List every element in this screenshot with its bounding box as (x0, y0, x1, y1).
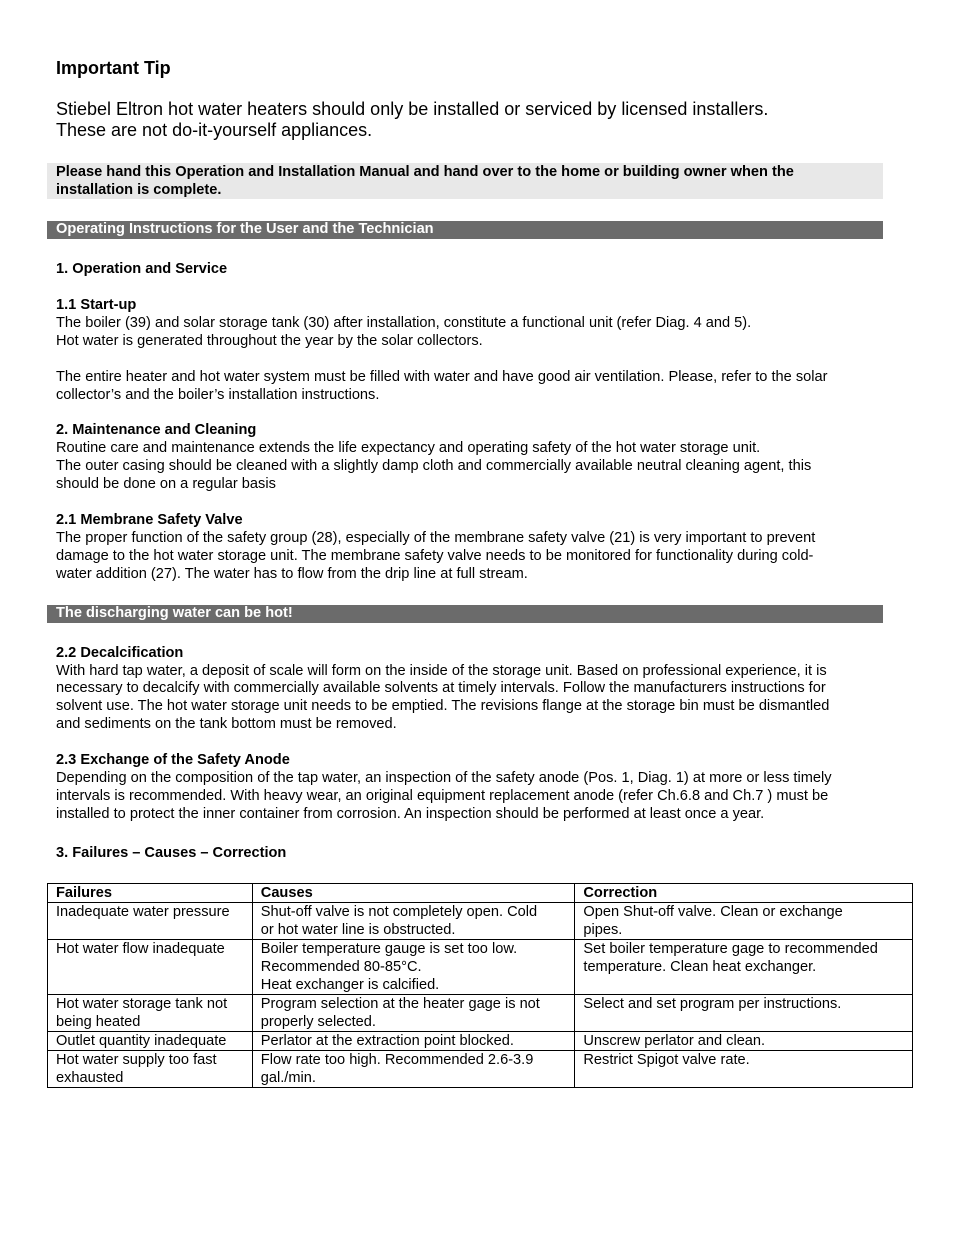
cause-cell (252, 903, 575, 940)
failure-cell (48, 903, 253, 940)
cell-text: being heated (56, 1014, 141, 1030)
cell-text: Inadequate water pressure (56, 904, 230, 920)
startup-paragraph-2-line2: collector’s and the boiler’s installation instructions. (56, 387, 380, 403)
cell-text: properly selected. (260, 1014, 376, 1030)
section-1-1-heading: 1.1 Start-up (56, 297, 137, 313)
cell-text: Hot water supply too fast (56, 1052, 217, 1068)
correction-cell (575, 1051, 913, 1088)
failures-table (47, 883, 913, 1088)
cell-text: Recommended 80-85°C. (260, 959, 422, 975)
cell-text: Hot water flow inadequate (56, 941, 225, 957)
section-2-3-heading: 2.3 Exchange of the Safety Anode (56, 752, 290, 768)
correction-cell (575, 903, 913, 940)
decalcification-line3: solvent use. The hot water storage unit needs to be emptied. The revisions flange at the storage bin must be dismantled (56, 698, 830, 714)
cell-text: Open Shut-off valve. Clean or exchange (583, 904, 843, 920)
cell-text: Restrict Spigot valve rate. (583, 1052, 750, 1068)
header-correction: Correction (575, 884, 913, 903)
section-3-heading: 3. Failures – Causes – Correction (56, 845, 287, 861)
handover-note-box (47, 163, 883, 199)
table-row (48, 903, 913, 940)
important-tip-line1: Stiebel Eltron hot water heaters should only be installed or serviced by licensed installers. (56, 99, 769, 119)
cell-text: Program selection at the heater gage is not (260, 996, 540, 1012)
anode-line2: intervals is recommended. With heavy wear, an original equipment replacement anode (refer Ch.6.8 and Ch.7 ) must be (56, 788, 829, 804)
cell-text: Outlet quantity inadequate (56, 1033, 227, 1049)
cell-text: Shut-off valve is not completely open. Cold (260, 904, 538, 920)
table-row (48, 995, 913, 1032)
section-2-heading: 2. Maintenance and Cleaning (56, 422, 257, 438)
cause-cell (252, 940, 575, 995)
important-tip-title: Important Tip (56, 58, 171, 78)
operating-instructions-banner: Operating Instructions for the User and the Technician (47, 221, 883, 239)
cause-cell (252, 1051, 575, 1088)
membrane-valve-line3: water addition (27). The water has to flow from the drip line at full stream. (56, 566, 528, 582)
header-causes: Causes (252, 884, 575, 903)
cell-text: exhausted (56, 1070, 124, 1086)
cell-text: pipes. (583, 922, 623, 938)
correction-cell (575, 995, 913, 1032)
correction-cell (575, 940, 913, 995)
membrane-valve-line1: The proper function of the safety group (28), especially of the membrane safety valve (21) is very important to prevent (56, 530, 816, 546)
section-1-heading: 1. Operation and Service (56, 261, 228, 277)
cell-text: temperature. Clean heat exchanger. (583, 959, 817, 975)
failure-cell (48, 1051, 253, 1088)
cell-text: Select and set program per instructions. (583, 996, 842, 1012)
cell-text: Flow rate too high. Recommended 2.6-3.9 (260, 1052, 534, 1068)
decalcification-line2: necessary to decalcify with commercially available solvents at timely intervals. Follow the manufacturers instructions for (56, 680, 826, 696)
cell-text: Boiler temperature gauge is set too low. (260, 941, 518, 957)
header-failures: Failures (48, 884, 253, 903)
decalcification-line4: and sediments on the tank bottom must be removed. (56, 716, 397, 732)
hot-water-warning-banner: The discharging water can be hot! (47, 605, 883, 623)
table-header-row (48, 884, 913, 903)
failure-cell (48, 1032, 253, 1051)
handover-note-line1: Please hand this Operation and Installation Manual and hand over to the home or building owner when the (56, 164, 794, 180)
section-2-1-heading: 2.1 Membrane Safety Valve (56, 512, 243, 528)
cell-text: Hot water storage tank not (56, 996, 228, 1012)
startup-paragraph-1-line2: Hot water is generated throughout the year by the solar collectors. (56, 333, 483, 349)
cell-text: Heat exchanger is calcified. (260, 977, 440, 993)
section-2-2-heading: 2.2 Decalcification (56, 645, 184, 661)
cell-text: Perlator at the extraction point blocked. (260, 1033, 514, 1049)
correction-cell (575, 1032, 913, 1051)
cell-text: gal./min. (260, 1070, 316, 1086)
cell-text: Set boiler temperature gage to recommended (583, 941, 878, 957)
table-row (48, 940, 913, 995)
handover-note-line2: installation is complete. (56, 182, 222, 198)
cause-cell (252, 995, 575, 1032)
maintenance-line2: The outer casing should be cleaned with a slightly damp cloth and commercially available neutral cleaning agent, this (56, 458, 812, 474)
startup-paragraph-1-line1: The boiler (39) and solar storage tank (30) after installation, constitute a functional unit (refer Diag. 4 and 5). (56, 315, 752, 331)
table-row (48, 1032, 913, 1051)
failure-cell (48, 940, 253, 995)
anode-line3: installed to protect the inner container from corrosion. An inspection should be performed at least once a year. (56, 806, 765, 822)
startup-paragraph-2-line1: The entire heater and hot water system must be filled with water and have good air ventilation. Please, refer to the solar (56, 369, 828, 385)
cell-text: Unscrew perlator and clean. (583, 1033, 766, 1049)
maintenance-line3: should be done on a regular basis (56, 476, 276, 492)
cause-cell (252, 1032, 575, 1051)
anode-line1: Depending on the composition of the tap water, an inspection of the safety anode (Pos. 1, Diag. 1) at more or less timely (56, 770, 832, 786)
important-tip-line2: These are not do-it-yourself appliances. (56, 120, 373, 140)
table-row (48, 1051, 913, 1088)
maintenance-line1: Routine care and maintenance extends the life expectancy and operating safety of the hot water storage unit. (56, 440, 761, 456)
membrane-valve-line2: damage to the hot water storage unit. The membrane safety valve needs to be monitored for functionality during cold- (56, 548, 814, 564)
failure-cell (48, 995, 253, 1032)
cell-text: or hot water line is obstructed. (260, 922, 456, 938)
decalcification-line1: With hard tap water, a deposit of scale will form on the inside of the storage unit. Based on professional experience, it is (56, 663, 827, 679)
